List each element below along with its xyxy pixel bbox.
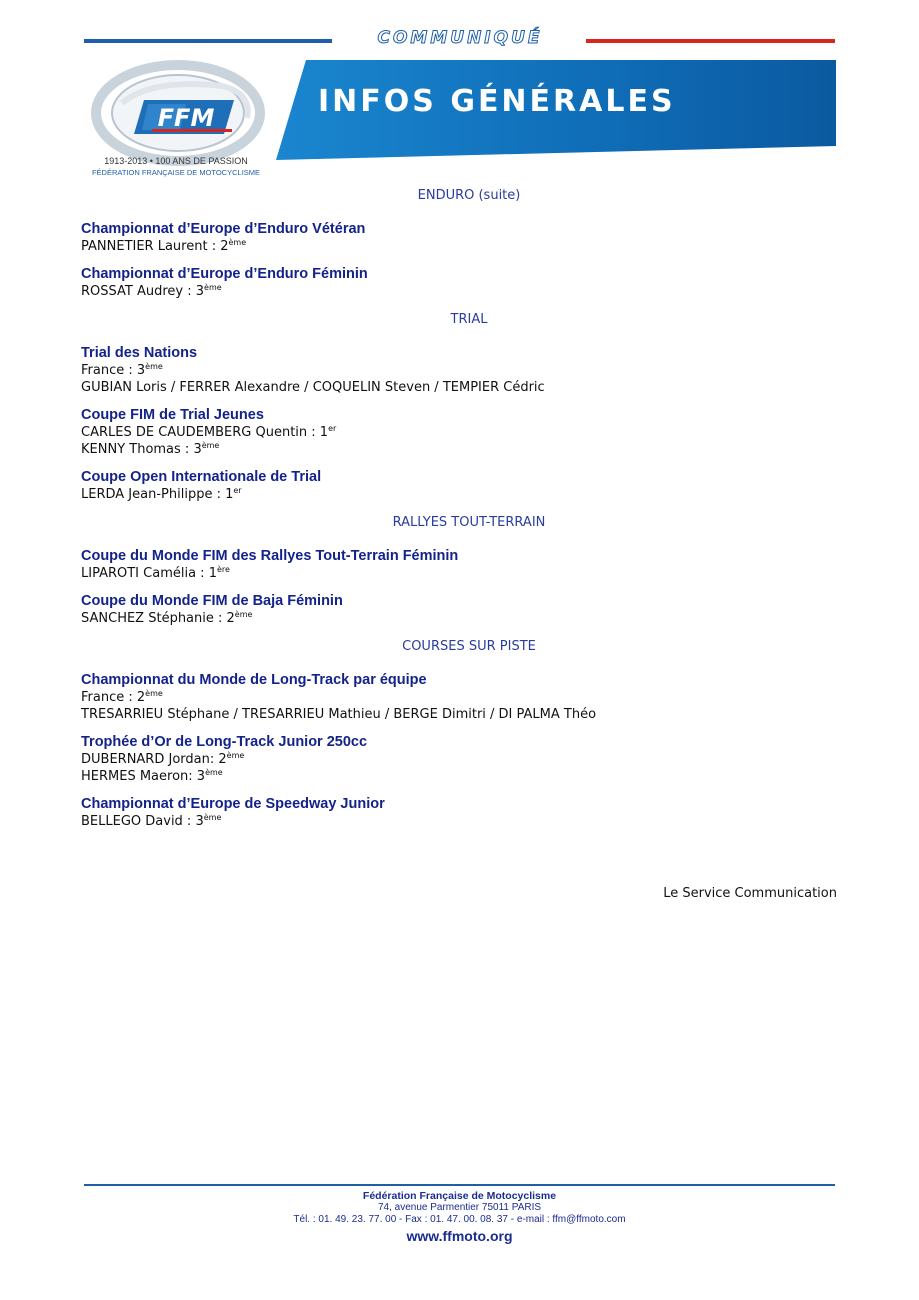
event-title: Coupe du Monde FIM de Baja Féminin bbox=[81, 593, 343, 609]
result-text: France : 3 bbox=[81, 363, 146, 378]
results-content bbox=[81, 186, 837, 830]
result-line bbox=[81, 238, 837, 255]
event-block bbox=[81, 733, 837, 785]
result-line bbox=[81, 486, 837, 503]
result-text: PANNETIER Laurent : 2 bbox=[81, 239, 229, 254]
result-line bbox=[81, 424, 837, 441]
result-line bbox=[81, 362, 837, 379]
rank-suffix: ème bbox=[201, 441, 220, 450]
logo-letters: FFM bbox=[157, 104, 215, 132]
event-title: Coupe Open Internationale de Trial bbox=[81, 469, 322, 485]
result-text: ROSSAT Audrey : 3 bbox=[81, 284, 205, 299]
rank-suffix: ème bbox=[203, 813, 222, 822]
result-line bbox=[81, 751, 837, 768]
header-rule-red bbox=[586, 39, 835, 43]
result-line bbox=[81, 565, 837, 582]
result-line bbox=[81, 768, 837, 785]
result-text: DUBERNARD Jordan: 2 bbox=[81, 752, 227, 767]
footer bbox=[84, 1190, 835, 1246]
result-text: HERMES Maeron: 3 bbox=[81, 769, 206, 784]
rank-suffix: er bbox=[328, 424, 337, 433]
section-title: RALLYES TOUT-TERRAIN bbox=[392, 515, 546, 530]
result-text: KENNY Thomas : 3 bbox=[81, 442, 202, 457]
event-title: Championnat du Monde de Long-Track par équipe bbox=[81, 672, 427, 688]
result-line bbox=[81, 441, 837, 458]
footer-website[interactable]: www.ffmoto.org bbox=[406, 1228, 513, 1244]
event-block bbox=[81, 795, 837, 830]
result-line bbox=[81, 706, 837, 723]
rank-suffix: ème bbox=[145, 362, 163, 371]
event-title: Coupe du Monde FIM des Rallyes Tout-Terrain Féminin bbox=[81, 548, 459, 564]
event-block bbox=[81, 406, 837, 458]
result-line bbox=[81, 813, 837, 830]
rank-suffix: ème bbox=[228, 238, 247, 247]
event-title: Trophée d’Or de Long-Track Junior 250cc bbox=[81, 734, 368, 750]
event-title: Coupe FIM de Trial Jeunes bbox=[81, 407, 264, 423]
event-title: Championnat d’Europe de Speedway Junior bbox=[81, 796, 385, 812]
logo-tagline: 1913-2013 • 100 ANS DE PASSION bbox=[104, 156, 248, 166]
result-text: LERDA Jean-Philippe : 1 bbox=[81, 487, 234, 502]
rank-suffix: ère bbox=[216, 565, 230, 574]
rank-suffix: ème bbox=[226, 751, 245, 760]
banner-title: INFOS GÉNÉRALES bbox=[318, 84, 676, 119]
result-line bbox=[81, 689, 837, 706]
footer-contact: Tél. : 01. 49. 23. 77. 00 - Fax : 01. 47. 00. 08. 37 - e-mail : ffm@ffmoto.com bbox=[293, 1214, 626, 1225]
result-text: GUBIAN Loris / FERRER Alexandre / COQUELIN Steven / TEMPIER Cédric bbox=[81, 380, 545, 395]
result-line bbox=[81, 610, 837, 627]
footer-address: 74, avenue Parmentier 75011 PARIS bbox=[377, 1202, 542, 1213]
result-text: France : 2 bbox=[81, 690, 146, 705]
rank-suffix: ème bbox=[234, 610, 253, 619]
event-block bbox=[81, 344, 837, 396]
section-title: TRIAL bbox=[450, 312, 488, 327]
result-text: TRESARRIEU Stéphane / TRESARRIEU Mathieu / BERGE Dimitri / DI PALMA Théo bbox=[81, 707, 597, 722]
logo-tagline-block bbox=[86, 156, 266, 178]
rank-suffix: er bbox=[233, 486, 242, 495]
header-rule-blue bbox=[84, 39, 332, 43]
event-title: Championnat d’Europe d’Enduro Vétéran bbox=[81, 221, 366, 237]
result-line bbox=[81, 283, 837, 300]
event-block bbox=[81, 671, 837, 723]
result-text: BELLEGO David : 3 bbox=[81, 814, 204, 829]
event-title: Trial des Nations bbox=[81, 345, 198, 361]
section-title: ENDURO (suite) bbox=[417, 188, 521, 203]
footer-org: Fédération Française de Motocyclisme bbox=[362, 1190, 557, 1202]
event-block bbox=[81, 547, 837, 582]
event-block bbox=[81, 592, 837, 627]
event-block bbox=[81, 220, 837, 255]
footer-rule bbox=[84, 1184, 835, 1186]
result-text: LIPAROTI Camélia : 1 bbox=[81, 566, 217, 581]
result-text: SANCHEZ Stéphanie : 2 bbox=[81, 611, 235, 626]
event-title: Championnat d’Europe d’Enduro Féminin bbox=[81, 266, 368, 282]
result-text: CARLES DE CAUDEMBERG Quentin : 1 bbox=[81, 425, 329, 440]
rank-suffix: ème bbox=[205, 768, 223, 777]
communique-heading: COMMUNIQUÉ bbox=[377, 28, 543, 48]
logo-subtitle: FÉDÉRATION FRANÇAISE DE MOTOCYCLISME bbox=[91, 168, 261, 177]
section-title: COURSES SUR PISTE bbox=[402, 639, 536, 654]
event-block bbox=[81, 468, 837, 503]
signature: Le Service Communication bbox=[663, 886, 837, 901]
event-block bbox=[81, 265, 837, 300]
rank-suffix: ème bbox=[145, 689, 163, 698]
result-line bbox=[81, 379, 837, 396]
rank-suffix: ème bbox=[204, 283, 222, 292]
